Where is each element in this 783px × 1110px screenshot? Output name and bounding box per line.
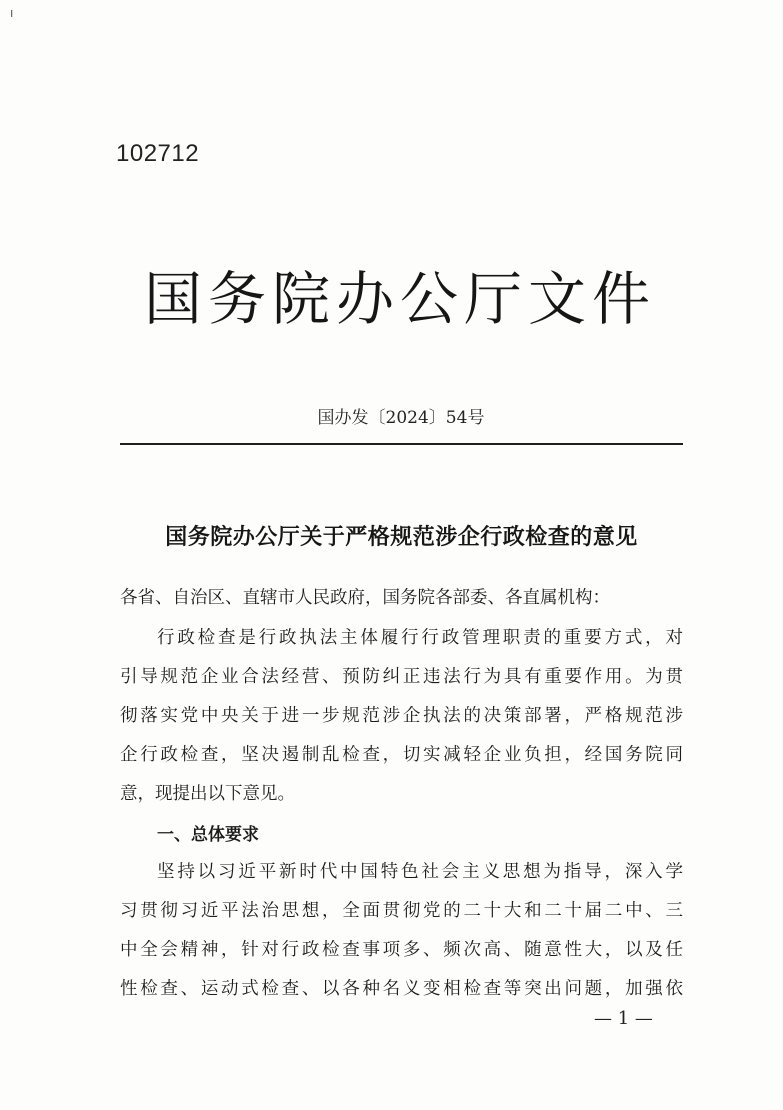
paragraph-1-line: 企行政检查，坚决遏制乱检查，切实减轻企业负担，经国务院同	[120, 745, 683, 765]
page-number: — 1 —	[594, 1008, 653, 1029]
paragraph-1-line: 彻落实党中央关于进一步规范涉企执法的决策部署，严格规范涉	[120, 706, 683, 726]
section-heading: 一、总体要求	[157, 825, 259, 845]
divider-line	[120, 443, 683, 445]
document-number: 国办发〔2024〕54号	[317, 408, 485, 428]
paragraph-2-line: 中全会精神，针对行政检查事项多、频次高、随意性大，以及任	[120, 940, 683, 960]
serial-number: 102712	[116, 140, 200, 167]
document-title: 国务院办公厅关于严格规范涉企行政检查的意见	[165, 525, 638, 550]
corner-mark: ı	[10, 6, 14, 20]
paragraph-1-line: 意，现提出以下意见。	[120, 784, 295, 804]
paragraph-1-line: 引导规范企业合法经营、预防纠正违法行为具有重要作用。为贯	[120, 667, 683, 687]
paragraph-1-line: 行政检查是行政执法主体履行行政管理职责的重要方式，对	[157, 628, 683, 648]
paragraph-2-line: 习贯彻习近平法治思想，全面贯彻党的二十大和二十届二中、三	[120, 901, 683, 921]
paragraph-2-line: 性检查、运动式检查、以各种名义变相检查等突出问题，加强依	[120, 979, 683, 999]
document-head: 国务院办公厅文件	[143, 265, 656, 333]
paragraph-2-line: 坚持以习近平新时代中国特色社会主义思想为指导，深入学	[157, 862, 683, 882]
salutation: 各省、自治区、直辖市人民政府，国务院各部委、各直属机构：	[120, 588, 610, 608]
